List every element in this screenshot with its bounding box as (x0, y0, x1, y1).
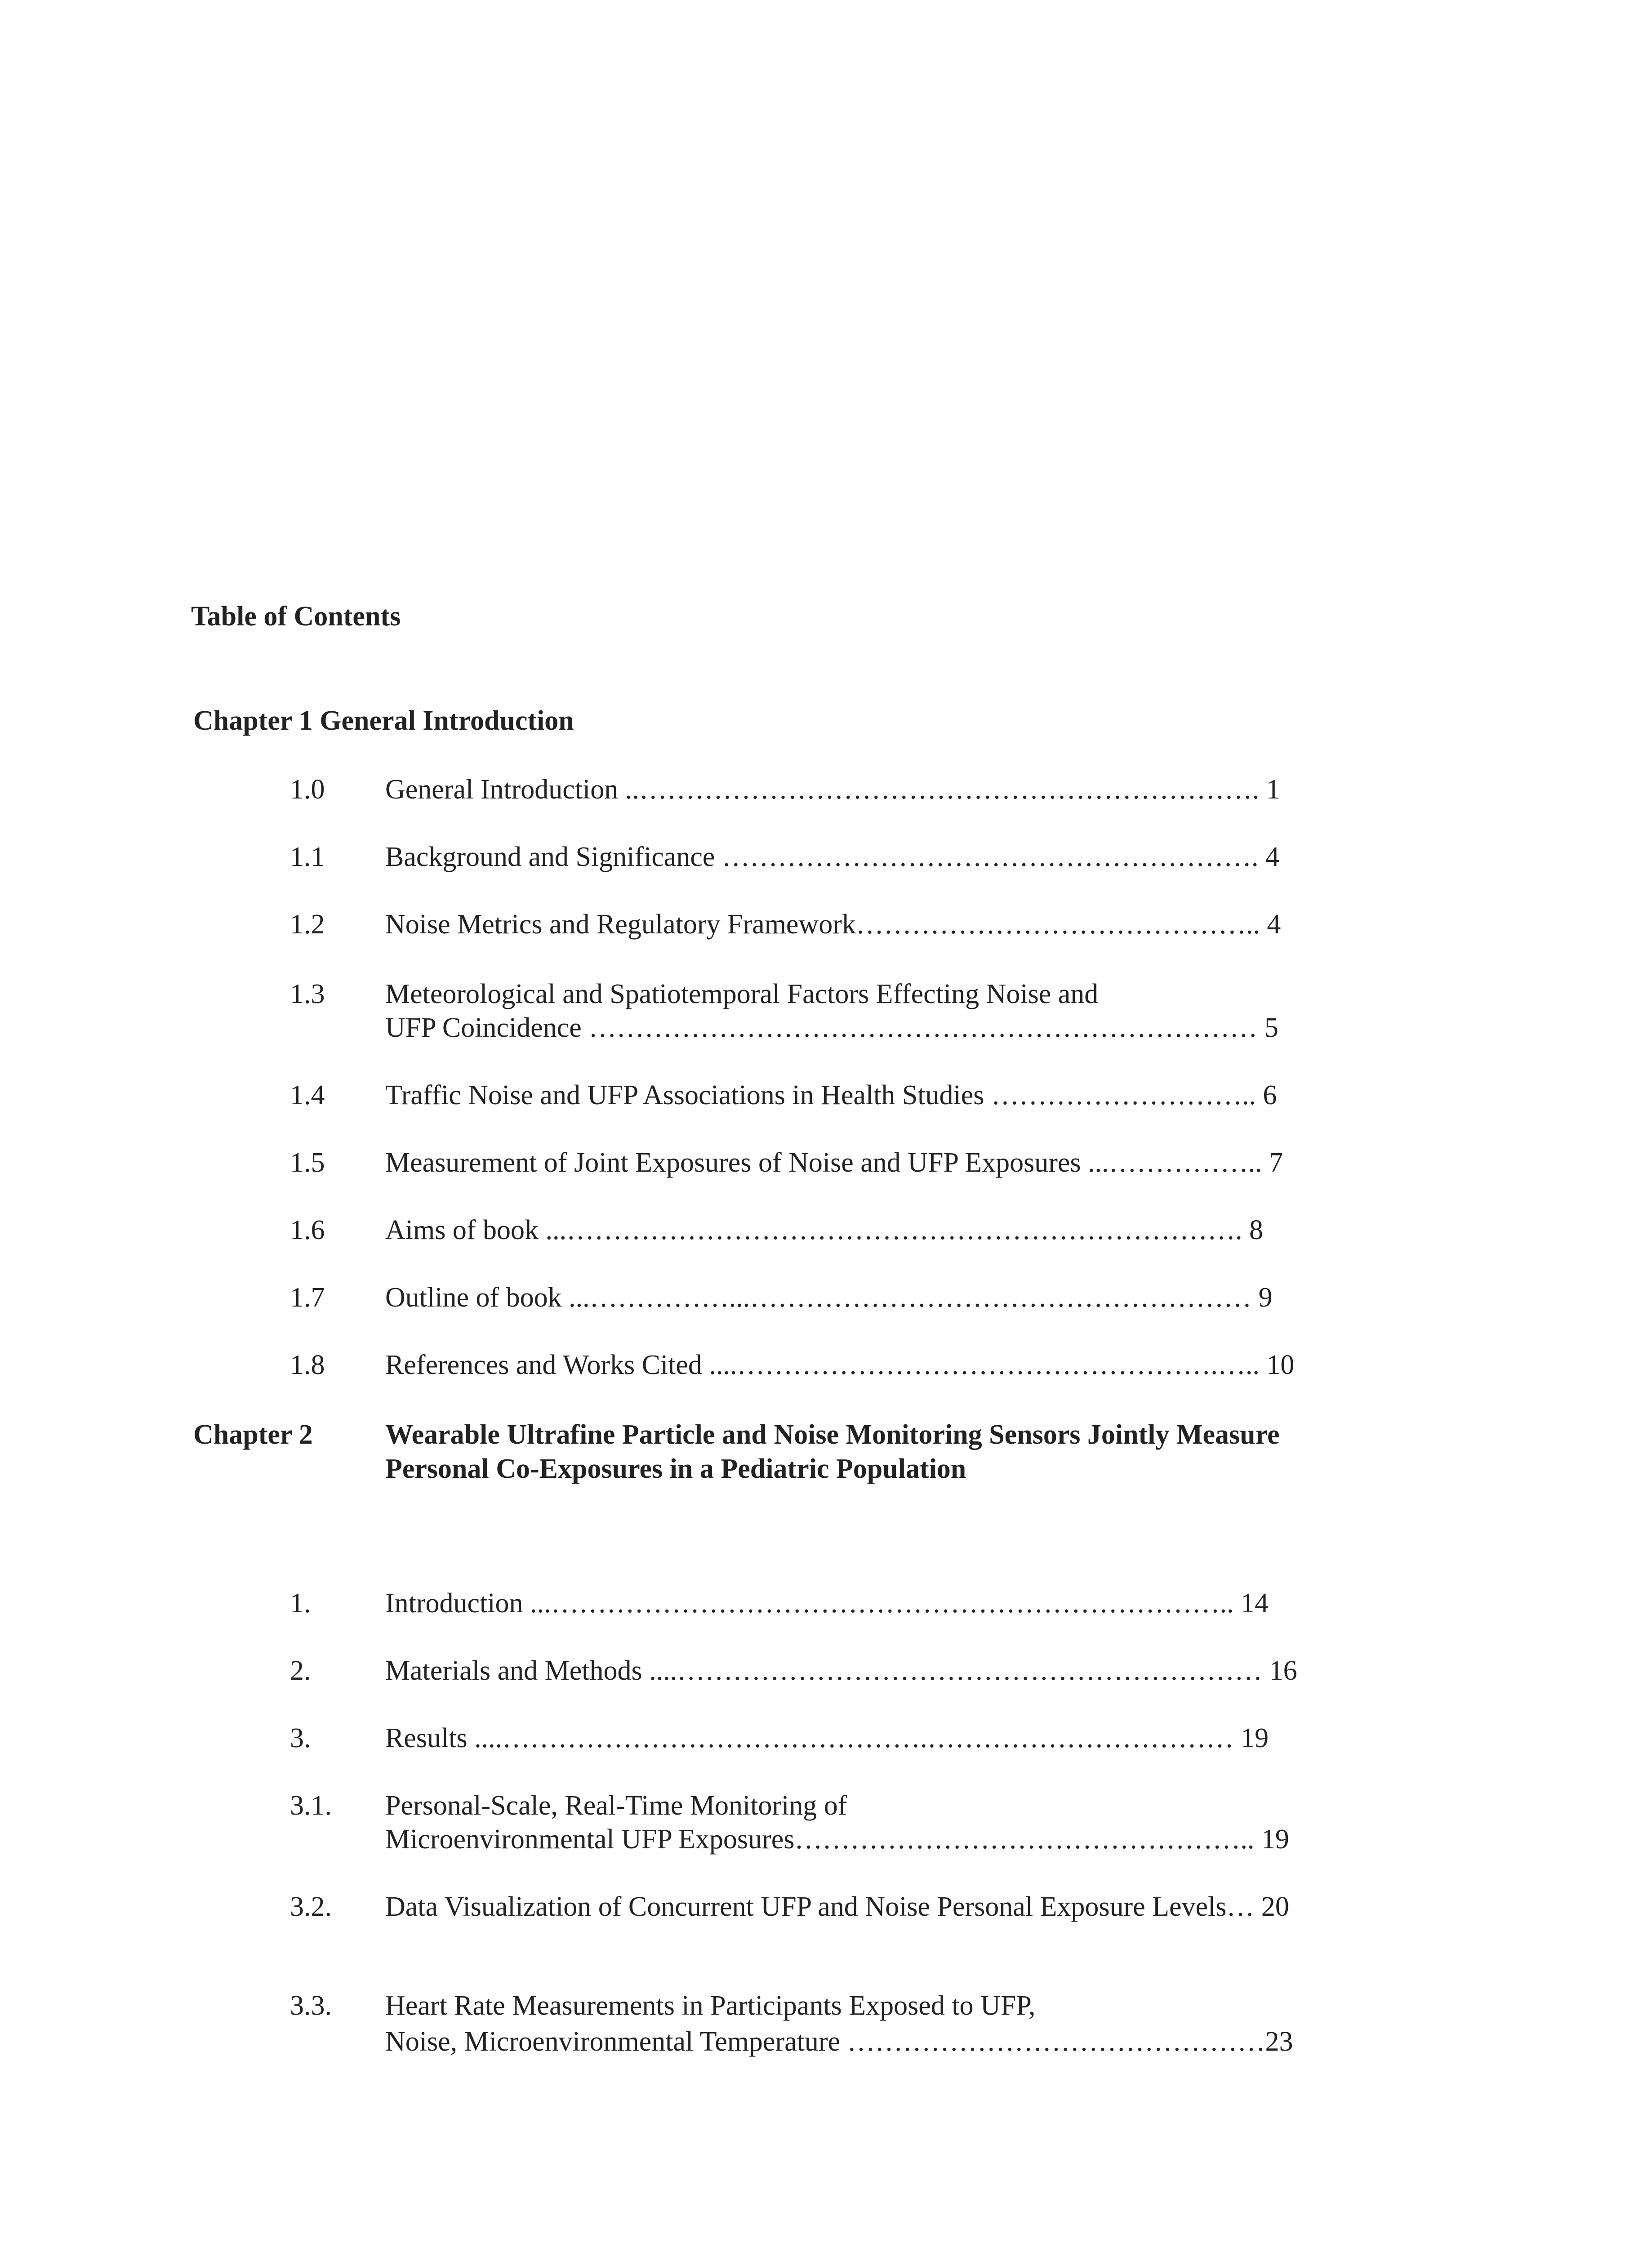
toc-entry-text[interactable]: Materials and Methods ....……………………………………………………… 16 (385, 1655, 1297, 1686)
toc-entry-text[interactable]: Outline of book ...……………...……………………………………………… 9 (385, 1282, 1273, 1313)
toc-entry-text[interactable]: Results ....……………………………………….…………………………… 19 (385, 1723, 1269, 1753)
toc-entry-text[interactable]: Heart Rate Measurements in Participants Exposed to UFP, (385, 1990, 1036, 2021)
chapter-2-label: Chapter 2 (193, 1419, 313, 1450)
toc-entry-number: 1.6 (290, 1215, 325, 1245)
toc-entry-text[interactable]: Microenvironmental UFP Exposures………………………………………….. 19 (385, 1824, 1289, 1855)
toc-entry-number: 3. (290, 1723, 311, 1753)
toc-entry-text[interactable]: Data Visualization of Concurrent UFP and Noise Personal Exposure Levels… 20 (385, 1891, 1289, 1922)
toc-entry-text[interactable]: Aims of book ...………………………………………………………………. 8 (385, 1215, 1263, 1245)
toc-entry-number: 1.4 (290, 1080, 325, 1111)
page-title: Table of Contents (191, 601, 401, 632)
toc-entry-number: 2. (290, 1655, 311, 1686)
toc-entry-text[interactable]: Traffic Noise and UFP Associations in Health Studies ……………………….. 6 (385, 1080, 1277, 1111)
toc-entry-number: 1.8 (290, 1350, 325, 1380)
chapter-1-heading: Chapter 1 General Introduction (193, 705, 574, 736)
toc-entry-text[interactable]: Introduction ...……………………………………………………………….. 14 (385, 1588, 1269, 1619)
toc-entry-number: 1.2 (290, 909, 325, 940)
toc-entry-text[interactable]: General Introduction ..…………………………………………………………. 1 (385, 774, 1280, 805)
toc-entry-text[interactable]: Meteorological and Spatiotemporal Factors Effecting Noise and (385, 979, 1099, 1009)
toc-entry-number: 3.3. (290, 1990, 332, 2021)
toc-entry-number: 1.1 (290, 842, 325, 872)
toc-entry-text[interactable]: References and Works Cited ....…………………………………………….….. 10 (385, 1350, 1295, 1380)
toc-entry-number: 1.3 (290, 979, 325, 1009)
toc-entry-text[interactable]: Personal-Scale, Real-Time Monitoring of (385, 1790, 847, 1821)
toc-entry-text[interactable]: Measurement of Joint Exposures of Noise and UFP Exposures ...…………….. 7 (385, 1147, 1283, 1178)
toc-entry-number: 1. (290, 1588, 311, 1619)
toc-entry-number: 3.1. (290, 1790, 332, 1821)
toc-entry-number: 1.5 (290, 1147, 325, 1178)
toc-entry-text[interactable]: Background and Significance …………………………………………………. 4 (385, 842, 1279, 872)
toc-entry-number: 3.2. (290, 1891, 332, 1922)
toc-entry-text[interactable]: UFP Coincidence ……………………………………………………………… 5 (385, 1012, 1278, 1043)
chapter-2-title-line: Personal Co-Exposures in a Pediatric Population (385, 1454, 966, 1484)
toc-entry-number: 1.0 (290, 774, 325, 805)
chapter-2-title-line: Wearable Ultrafine Particle and Noise Monitoring Sensors Jointly Measure (385, 1419, 1280, 1450)
toc-entry-text[interactable]: Noise Metrics and Regulatory Framework…………………………………….. 4 (385, 909, 1281, 940)
toc-entry-number: 1.7 (290, 1282, 325, 1313)
toc-entry-text[interactable]: Noise, Microenvironmental Temperature ………………………………………23 (385, 2026, 1293, 2057)
